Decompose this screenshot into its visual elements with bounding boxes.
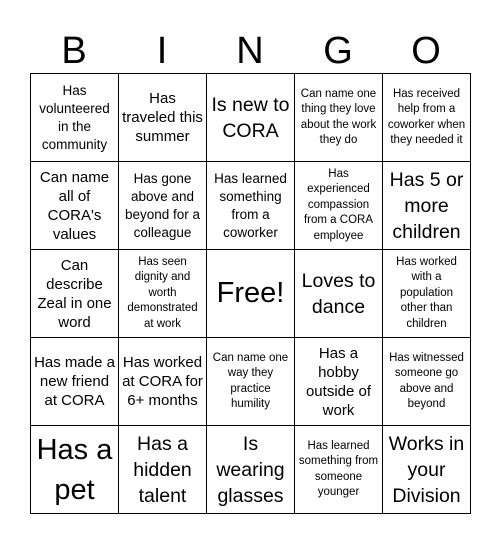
bingo-cell-r2-c3[interactable]: Has learned something from a coworker [207,162,295,250]
bingo-cell-r2-c1[interactable]: Can name all of CORA's values [31,162,119,250]
bingo-cell-r2-c4[interactable]: Has experienced compassion from a CORA employee [295,162,383,250]
header-letter-b: B [61,30,87,72]
header-letter-o: O [411,30,441,72]
bingo-cell-r4-c4[interactable]: Has a hobby outside of work [295,338,383,426]
bingo-cell-r4-c2[interactable]: Has worked at CORA for 6+ months [119,338,207,426]
bingo-header [30,28,470,74]
bingo-cell-r5-c3[interactable]: Is wearing glasses [207,426,295,514]
header-letter-g: G [323,30,353,72]
bingo-cell-r5-c2[interactable]: Has a hidden talent [119,426,207,514]
bingo-cell-r1-c2[interactable]: Has traveled this summer [119,74,207,162]
bingo-cell-r5-c4[interactable]: Has learned something from someone younger [295,426,383,514]
bingo-cell-r4-c5[interactable]: Has witnessed someone go above and beyond [383,338,471,426]
header-letter-n: N [236,30,264,72]
bingo-cell-r4-c1[interactable]: Has made a new friend at CORA [31,338,119,426]
bingo-cell-r1-c4[interactable]: Can name one thing they love about the work they do [295,74,383,162]
bingo-cell-r2-c5[interactable]: Has 5 or more children [383,162,471,250]
bingo-cell-r3-c5[interactable]: Has worked with a population other than children [383,250,471,338]
bingo-cell-r4-c3[interactable]: Can name one way they practice humility [207,338,295,426]
bingo-cell-r5-c1[interactable]: Has a pet [31,426,119,514]
bingo-cell-r3-c2[interactable]: Has seen dignity and worth demonstrated at work [119,250,207,338]
bingo-cell-r1-c3[interactable]: Is new to CORA [207,74,295,162]
bingo-board [30,73,471,514]
bingo-cell-r1-c5[interactable]: Has received help from a coworker when they needed it [383,74,471,162]
bingo-cell-r2-c2[interactable]: Has gone above and beyond for a colleague [119,162,207,250]
header-letter-i: I [156,30,168,72]
free-space-cell[interactable]: Free! [207,250,295,338]
bingo-cell-r3-c4[interactable]: Loves to dance [295,250,383,338]
bingo-cell-r3-c1[interactable]: Can describe Zeal in one word [31,250,119,338]
bingo-cell-r1-c1[interactable]: Has volunteered in the community [31,74,119,162]
bingo-cell-r5-c5[interactable]: Works in your Division [383,426,471,514]
